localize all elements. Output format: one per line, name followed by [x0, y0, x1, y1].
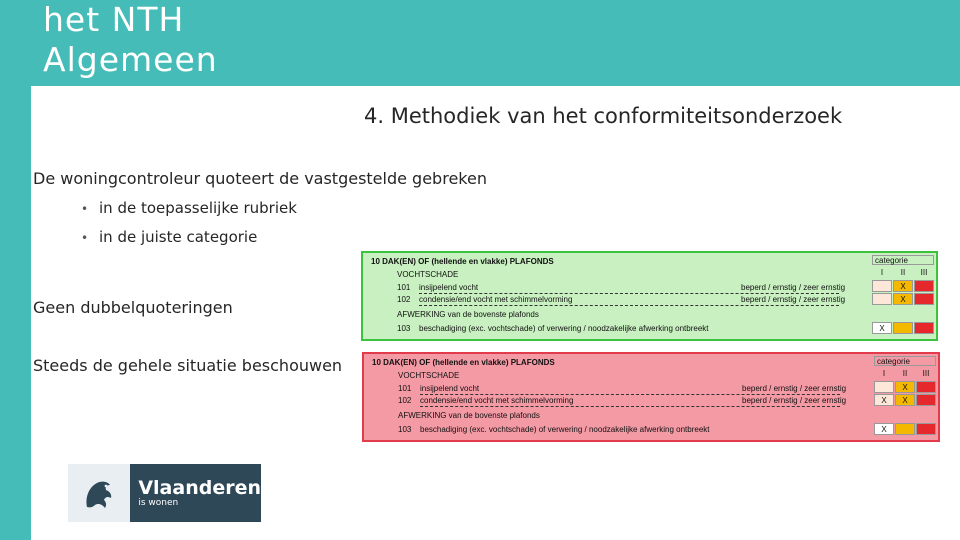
- category-header: categorie: [874, 356, 936, 366]
- category-cell: [874, 381, 894, 393]
- category-cell: X: [895, 381, 915, 393]
- category-cell: [916, 381, 936, 393]
- row-extent: beperd / ernstig / zeer ernstig: [742, 384, 847, 393]
- row-divider: [419, 305, 839, 306]
- category-col-label: III: [920, 268, 928, 277]
- vlaanderen-logo: [68, 464, 261, 522]
- category-col-label: I: [882, 369, 886, 378]
- bullet-dot-icon: •: [81, 202, 89, 216]
- form-title: 10 DAK(EN) OF (hellende en vlakke) PLAFONDS: [372, 358, 555, 367]
- row-extent: beperd / ernstig / zeer ernstig: [741, 283, 846, 292]
- category-cell: [914, 293, 934, 305]
- category-cell: X: [874, 423, 894, 435]
- row-code: 102: [397, 295, 411, 304]
- category-cell: [916, 394, 936, 406]
- slide-section-title: [43, 0, 218, 80]
- row-desc: beschadiging (exc. vochtschade) of verwering / noodzakelijke afwerking ontbreekt: [420, 425, 710, 434]
- title-line-2: Algemeen: [43, 40, 218, 79]
- form-section: VOCHTSCHADE: [397, 270, 459, 279]
- row-code: 101: [398, 384, 412, 393]
- category-cell: [914, 322, 934, 334]
- category-cell: X: [893, 280, 913, 292]
- form-section: AFWERKING van de bovenste plafonds: [397, 310, 539, 319]
- form-section: VOCHTSCHADE: [398, 371, 460, 380]
- category-header: categorie: [872, 255, 934, 265]
- intro-text: De woningcontroleur quoteert de vastgestelde gebreken: [33, 169, 487, 188]
- row-divider: [419, 293, 839, 294]
- category-col-label: II: [902, 369, 908, 378]
- category-cell: X: [874, 394, 894, 406]
- row-desc: beschadiging (exc. vochtschade) of verwering / noodzakelijke afwerking ontbreekt: [419, 324, 709, 333]
- row-desc: insijpelend vocht: [420, 384, 480, 393]
- category-cell: [916, 423, 936, 435]
- bullet-item: • in de toepasselijke rubriek: [81, 199, 297, 217]
- row-desc: condensie/end vocht met schimmelvorming: [420, 396, 574, 405]
- row-code: 103: [398, 425, 412, 434]
- category-grid: [872, 255, 934, 335]
- form-example-incorrect: [362, 352, 940, 442]
- category-cell: [895, 423, 915, 435]
- form-example-correct: [361, 251, 938, 341]
- row-desc: insijpelend vocht: [419, 283, 479, 292]
- form-section: AFWERKING van de bovenste plafonds: [398, 411, 540, 420]
- bullet-item: • in de juiste categorie: [81, 228, 258, 246]
- category-cell: X: [872, 322, 892, 334]
- point-no-double: Geen dubbelquoteringen: [33, 298, 233, 317]
- category-grid: [874, 356, 936, 436]
- row-extent: beperd / ernstig / zeer ernstig: [741, 295, 846, 304]
- slide-heading: 4. Methodiek van het conformiteitsonderzoek: [364, 104, 843, 128]
- category-cell: [914, 280, 934, 292]
- category-col-label: III: [922, 369, 930, 378]
- row-desc: condensie/end vocht met schimmelvorming: [419, 295, 573, 304]
- row-divider: [420, 394, 840, 395]
- category-col-label: I: [880, 268, 884, 277]
- row-code: 101: [397, 283, 411, 292]
- row-code: 102: [398, 396, 412, 405]
- logo-name: Vlaanderen: [138, 477, 261, 499]
- category-cell: X: [895, 394, 915, 406]
- row-code: 103: [397, 324, 411, 333]
- row-extent: beperd / ernstig / zeer ernstig: [742, 396, 847, 405]
- category-cell: X: [893, 293, 913, 305]
- flemish-lion-icon: [68, 464, 130, 522]
- category-cell: [893, 322, 913, 334]
- category-cell: [872, 280, 892, 292]
- bullet-dot-icon: •: [81, 231, 89, 245]
- category-col-label: II: [900, 268, 906, 277]
- form-title: 10 DAK(EN) OF (hellende en vlakke) PLAFONDS: [371, 257, 554, 266]
- title-line-1: het NTH: [43, 0, 185, 39]
- point-whole-situation: Steeds de gehele situatie beschouwen: [33, 356, 343, 375]
- left-accent-strip: [0, 86, 31, 540]
- logo-subtitle: is wonen: [138, 498, 179, 508]
- row-divider: [420, 406, 840, 407]
- category-cell: [872, 293, 892, 305]
